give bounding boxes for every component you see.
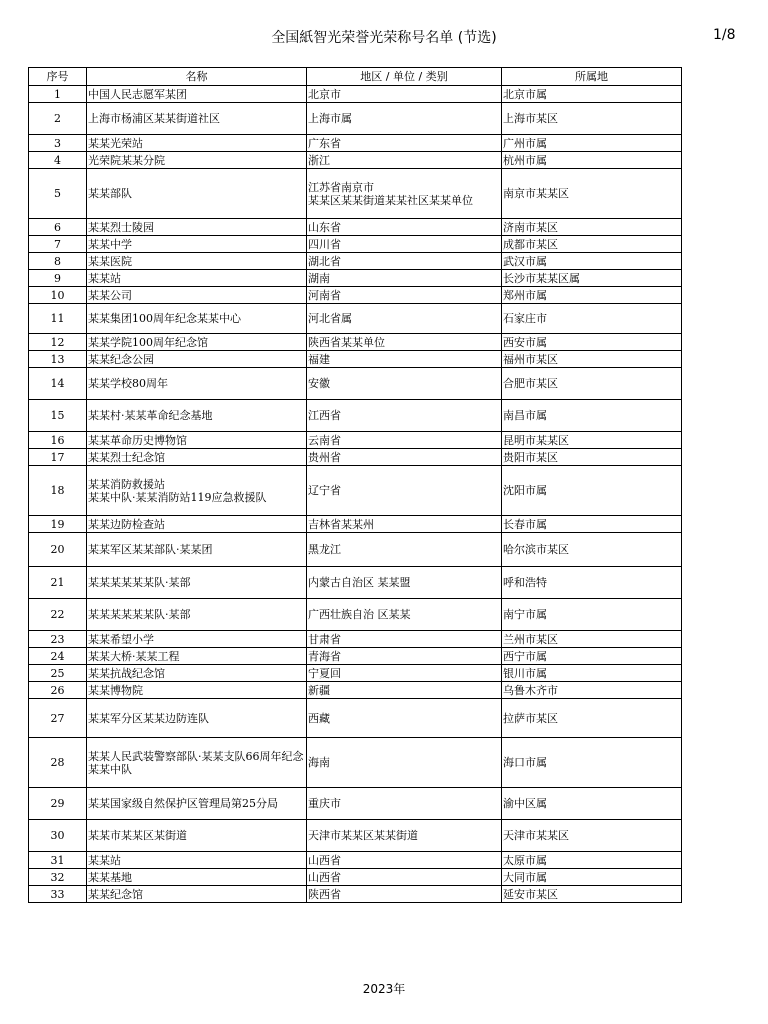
table-row xyxy=(29,368,682,400)
row-index: 3 xyxy=(29,135,87,152)
row-region: 湖北省 xyxy=(307,253,502,270)
row-region: 山东省 xyxy=(307,219,502,236)
row-index: 15 xyxy=(29,400,87,432)
table-row xyxy=(29,466,682,516)
row-name: 某某公司 xyxy=(87,287,307,304)
table-row xyxy=(29,516,682,533)
row-name: 某某部队 xyxy=(87,169,307,219)
row-index: 31 xyxy=(29,852,87,869)
row-location: 南昌市属 xyxy=(502,400,682,432)
table-row xyxy=(29,820,682,852)
table-header-row xyxy=(29,68,682,86)
row-region: 吉林省某某州 xyxy=(307,516,502,533)
row-name: 某某中学 xyxy=(87,236,307,253)
row-index: 13 xyxy=(29,351,87,368)
row-location: 杭州市属 xyxy=(502,152,682,169)
row-index: 24 xyxy=(29,648,87,665)
table-row xyxy=(29,533,682,567)
table-row xyxy=(29,599,682,631)
row-region: 宁夏回 xyxy=(307,665,502,682)
row-index: 17 xyxy=(29,449,87,466)
row-index: 4 xyxy=(29,152,87,169)
row-name: 某某市某某区某街道 xyxy=(87,820,307,852)
row-region: 江苏省南京市 某某区某某街道某某社区某某单位 xyxy=(307,169,502,219)
row-location: 长春市属 xyxy=(502,516,682,533)
table-row xyxy=(29,304,682,334)
row-index: 16 xyxy=(29,432,87,449)
row-location: 昆明市某某区 xyxy=(502,432,682,449)
row-region: 四川省 xyxy=(307,236,502,253)
row-name: 某某村·某某革命纪念基地 xyxy=(87,400,307,432)
row-name: 某某军区某某部队·某某团 xyxy=(87,533,307,567)
row-region: 湖南 xyxy=(307,270,502,287)
row-region: 黑龙江 xyxy=(307,533,502,567)
row-location: 呼和浩特 xyxy=(502,567,682,599)
table-row xyxy=(29,567,682,599)
row-name: 某某希望小学 xyxy=(87,631,307,648)
row-index: 12 xyxy=(29,334,87,351)
table-row xyxy=(29,788,682,820)
table-row xyxy=(29,852,682,869)
row-location: 石家庄市 xyxy=(502,304,682,334)
row-index: 33 xyxy=(29,886,87,903)
row-region: 河北省属 xyxy=(307,304,502,334)
row-name: 某某大桥·某某工程 xyxy=(87,648,307,665)
row-name: 某某国家级自然保护区管理局第25分局 xyxy=(87,788,307,820)
row-location: 乌鲁木齐市 xyxy=(502,682,682,699)
row-region: 内蒙古自治区 某某盟 xyxy=(307,567,502,599)
row-region: 山西省 xyxy=(307,852,502,869)
row-index: 27 xyxy=(29,699,87,738)
row-name: 某某烈士纪念馆 xyxy=(87,449,307,466)
row-region: 西藏 xyxy=(307,699,502,738)
row-region: 贵州省 xyxy=(307,449,502,466)
header-region: 地区 / 单位 / 类别 xyxy=(307,68,502,86)
row-region: 福建 xyxy=(307,351,502,368)
row-location: 南宁市属 xyxy=(502,599,682,631)
table-row xyxy=(29,631,682,648)
row-name: 中国人民志愿军某团 xyxy=(87,86,307,103)
row-name: 某某某某某某队·某部 xyxy=(87,567,307,599)
row-name: 某某光荣站 xyxy=(87,135,307,152)
row-region: 陕西省 xyxy=(307,886,502,903)
row-index: 8 xyxy=(29,253,87,270)
row-location: 武汉市属 xyxy=(502,253,682,270)
row-name: 某某消防救援站 某某中队·某某消防站119应急救援队 xyxy=(87,466,307,516)
row-index: 30 xyxy=(29,820,87,852)
row-name: 某某人民武装警察部队·某某支队66周年纪念某某中队 xyxy=(87,738,307,788)
header-location: 所属地 xyxy=(502,68,682,86)
row-index: 23 xyxy=(29,631,87,648)
row-region: 重庆市 xyxy=(307,788,502,820)
table-row xyxy=(29,103,682,135)
row-index: 21 xyxy=(29,567,87,599)
table-row xyxy=(29,449,682,466)
row-region: 江西省 xyxy=(307,400,502,432)
row-index: 5 xyxy=(29,169,87,219)
table-row xyxy=(29,169,682,219)
row-index: 9 xyxy=(29,270,87,287)
row-name: 某某纪念公园 xyxy=(87,351,307,368)
row-index: 25 xyxy=(29,665,87,682)
row-name: 某某革命历史博物馆 xyxy=(87,432,307,449)
table-row xyxy=(29,869,682,886)
header-name: 名称 xyxy=(87,68,307,86)
row-location: 大同市属 xyxy=(502,869,682,886)
row-location: 拉萨市某区 xyxy=(502,699,682,738)
table-row xyxy=(29,665,682,682)
row-index: 19 xyxy=(29,516,87,533)
row-location: 哈尔滨市某区 xyxy=(502,533,682,567)
honor-list-table xyxy=(28,67,682,903)
row-location: 西宁市属 xyxy=(502,648,682,665)
row-region: 广西壮族自治 区某某 xyxy=(307,599,502,631)
table-row xyxy=(29,648,682,665)
row-name: 某某站 xyxy=(87,852,307,869)
row-name: 某某某某某某队·某部 xyxy=(87,599,307,631)
row-location: 延安市某区 xyxy=(502,886,682,903)
row-region: 陕西省某某单位 xyxy=(307,334,502,351)
row-name: 某某学校80周年 xyxy=(87,368,307,400)
row-location: 福州市某区 xyxy=(502,351,682,368)
table-row xyxy=(29,152,682,169)
row-location: 郑州市属 xyxy=(502,287,682,304)
table-row xyxy=(29,334,682,351)
row-name: 某某边防检查站 xyxy=(87,516,307,533)
row-region: 青海省 xyxy=(307,648,502,665)
table-row xyxy=(29,699,682,738)
row-region: 甘肃省 xyxy=(307,631,502,648)
row-region: 浙江 xyxy=(307,152,502,169)
row-name: 某某烈士陵园 xyxy=(87,219,307,236)
row-location: 沈阳市属 xyxy=(502,466,682,516)
table-row xyxy=(29,270,682,287)
row-index: 32 xyxy=(29,869,87,886)
row-name: 某某博物院 xyxy=(87,682,307,699)
row-location: 济南市某区 xyxy=(502,219,682,236)
row-index: 2 xyxy=(29,103,87,135)
table-row xyxy=(29,400,682,432)
row-index: 10 xyxy=(29,287,87,304)
page-title: 全国紙智光荣誉光荣称号名单 (节选) xyxy=(271,30,497,46)
table-row xyxy=(29,86,682,103)
row-index: 14 xyxy=(29,368,87,400)
row-region: 安徽 xyxy=(307,368,502,400)
table-row xyxy=(29,287,682,304)
row-location: 成都市某区 xyxy=(502,236,682,253)
row-name: 光荣院某某分院 xyxy=(87,152,307,169)
row-index: 11 xyxy=(29,304,87,334)
row-name: 某某集团100周年纪念某某中心 xyxy=(87,304,307,334)
row-name: 某某医院 xyxy=(87,253,307,270)
row-location: 贵阳市某区 xyxy=(502,449,682,466)
row-region: 新疆 xyxy=(307,682,502,699)
table-row xyxy=(29,219,682,236)
row-region: 北京市 xyxy=(307,86,502,103)
row-name: 某某纪念馆 xyxy=(87,886,307,903)
row-location: 西安市属 xyxy=(502,334,682,351)
row-location: 银川市属 xyxy=(502,665,682,682)
row-location: 渝中区属 xyxy=(502,788,682,820)
row-location: 合肥市某区 xyxy=(502,368,682,400)
row-location: 天津市某某区 xyxy=(502,820,682,852)
row-name: 某某抗战纪念馆 xyxy=(87,665,307,682)
row-index: 6 xyxy=(29,219,87,236)
row-name: 某某军分区某某边防连队 xyxy=(87,699,307,738)
page-footer: 2023年 xyxy=(362,982,406,996)
row-region: 山西省 xyxy=(307,869,502,886)
row-name: 某某学院100周年纪念馆 xyxy=(87,334,307,351)
row-location: 北京市属 xyxy=(502,86,682,103)
row-region: 辽宁省 xyxy=(307,466,502,516)
table-row xyxy=(29,886,682,903)
row-name: 某某基地 xyxy=(87,869,307,886)
row-index: 7 xyxy=(29,236,87,253)
row-index: 26 xyxy=(29,682,87,699)
table-row xyxy=(29,432,682,449)
row-region: 云南省 xyxy=(307,432,502,449)
row-location: 上海市某区 xyxy=(502,103,682,135)
table-row xyxy=(29,351,682,368)
row-index: 28 xyxy=(29,738,87,788)
row-location: 太原市属 xyxy=(502,852,682,869)
row-region: 海南 xyxy=(307,738,502,788)
table-row xyxy=(29,135,682,152)
header-index: 序号 xyxy=(29,68,87,86)
row-region: 上海市属 xyxy=(307,103,502,135)
row-index: 22 xyxy=(29,599,87,631)
table-row xyxy=(29,236,682,253)
row-index: 1 xyxy=(29,86,87,103)
row-location: 海口市属 xyxy=(502,738,682,788)
table-row xyxy=(29,738,682,788)
row-index: 18 xyxy=(29,466,87,516)
row-name: 上海市杨浦区某某街道社区 xyxy=(87,103,307,135)
row-name: 某某站 xyxy=(87,270,307,287)
row-region: 天津市某某区某某街道 xyxy=(307,820,502,852)
row-location: 兰州市某区 xyxy=(502,631,682,648)
table-row xyxy=(29,682,682,699)
row-location: 南京市某某区 xyxy=(502,169,682,219)
row-region: 广东省 xyxy=(307,135,502,152)
table-body xyxy=(29,86,682,903)
row-location: 长沙市某某区属 xyxy=(502,270,682,287)
row-region: 河南省 xyxy=(307,287,502,304)
page-number: 1/8 xyxy=(713,27,736,43)
table-row xyxy=(29,253,682,270)
row-index: 29 xyxy=(29,788,87,820)
row-index: 20 xyxy=(29,533,87,567)
row-location: 广州市属 xyxy=(502,135,682,152)
